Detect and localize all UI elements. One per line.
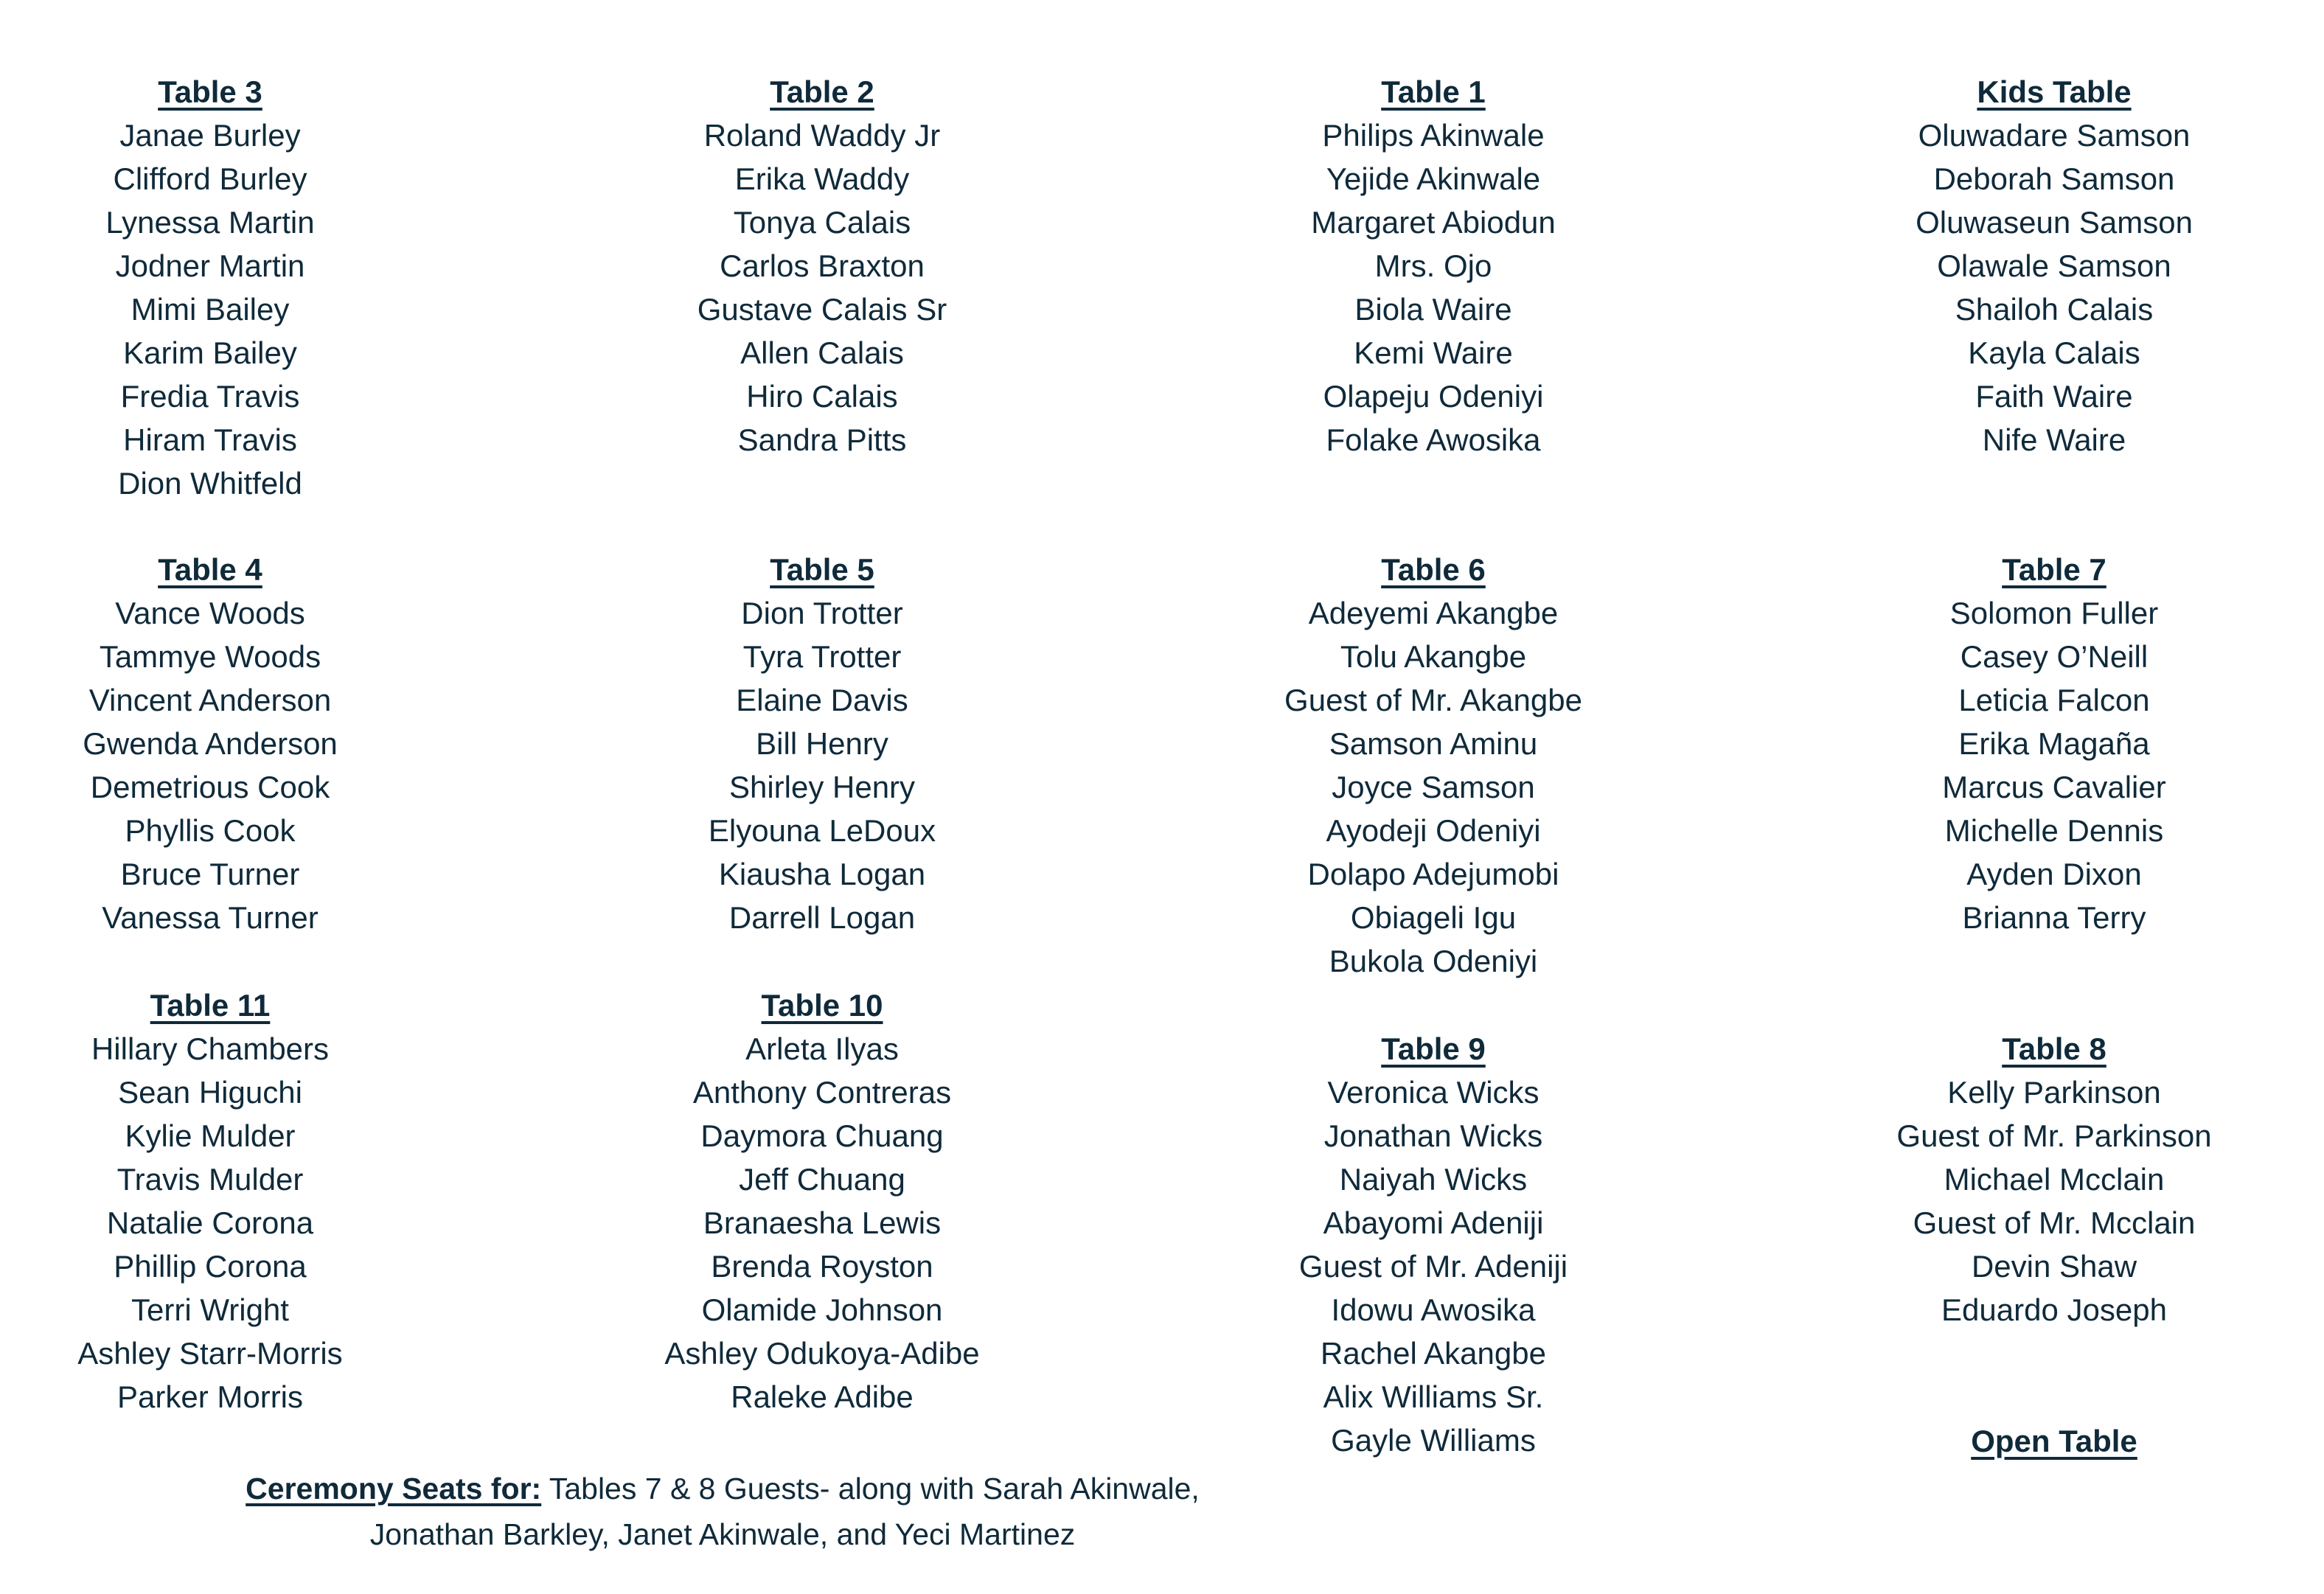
guest-name: Hiram Travis	[123, 422, 297, 457]
table-6-block	[1131, 548, 1736, 983]
guest-name: Samson Aminu	[1329, 726, 1538, 761]
table-1-block	[1131, 70, 1736, 462]
guest-name: Sandra Pitts	[737, 422, 907, 457]
guest-list	[1131, 114, 1736, 462]
table-title: Kids Table	[1977, 74, 2132, 109]
guest-list	[0, 114, 512, 505]
table-7-block	[1752, 548, 2324, 939]
guest-name: Sean Higuchi	[118, 1075, 302, 1110]
table-5-block	[520, 548, 1124, 939]
guest-name: Olawale Samson	[1937, 248, 2171, 283]
guest-name: Allen Calais	[740, 335, 904, 370]
guest-name: Gwenda Anderson	[83, 726, 338, 761]
guest-name: Bruce Turner	[120, 857, 300, 891]
table-title: Table 9	[1381, 1031, 1486, 1066]
guest-name: Veronica Wicks	[1327, 1075, 1540, 1110]
guest-name: Gustave Calais Sr	[697, 292, 947, 327]
table-3-block	[0, 70, 512, 505]
guest-name: Kelly Parkinson	[1947, 1075, 2161, 1110]
guest-list	[0, 1027, 512, 1419]
guest-name: Dion Whitfeld	[118, 466, 302, 501]
guest-name: Idowu Awosika	[1331, 1292, 1536, 1327]
guest-name: Roland Waddy Jr	[703, 118, 941, 153]
guest-name: Kayla Calais	[1968, 335, 2140, 370]
guest-name: Brenda Royston	[711, 1249, 933, 1284]
guest-name: Erika Waddy	[734, 161, 910, 196]
table-2-block	[520, 70, 1124, 462]
guest-name: Brianna Terry	[1962, 900, 2146, 935]
guest-list	[520, 114, 1124, 462]
guest-name: Abayomi Adeniji	[1323, 1205, 1544, 1240]
guest-name: Mrs. Ojo	[1374, 248, 1492, 283]
guest-name: Raleke Adibe	[731, 1379, 914, 1414]
guest-name: Devin Shaw	[1971, 1249, 2137, 1284]
ceremony-label: Ceremony Seats for:	[246, 1472, 542, 1506]
guest-name: Jodner Martin	[115, 248, 305, 283]
guest-name: Darrell Logan	[728, 900, 916, 935]
guest-name: Vanessa Turner	[102, 900, 319, 935]
guest-name: Eduardo Joseph	[1941, 1292, 2167, 1327]
guest-name: Anthony Contreras	[692, 1075, 952, 1110]
guest-name: Tolu Akangbe	[1340, 639, 1527, 674]
guest-name: Biola Waire	[1354, 292, 1512, 327]
guest-name: Bukola Odeniyi	[1329, 944, 1538, 978]
guest-name: Dion Trotter	[741, 596, 903, 630]
guest-name: Demetrious Cook	[90, 770, 330, 804]
open-table-title: Open Table	[1971, 1424, 2137, 1458]
guest-name: Karim Bailey	[123, 335, 297, 370]
guest-name: Oluwaseun Samson	[1916, 205, 2193, 240]
table-title: Table 10	[761, 988, 883, 1023]
guest-name: Adeyemi Akangbe	[1308, 596, 1559, 630]
table-8-block	[1752, 1027, 2324, 1332]
guest-name: Shirley Henry	[728, 770, 916, 804]
guest-name: Arleta Ilyas	[745, 1031, 899, 1066]
table-title: Table 6	[1381, 552, 1486, 587]
guest-name: Guest of Mr. Mcclain	[1913, 1205, 2196, 1240]
guest-name: Janae Burley	[119, 118, 301, 153]
guest-name: Oluwadare Samson	[1918, 118, 2191, 153]
table-4-block	[0, 548, 512, 939]
guest-name: Travis Mulder	[116, 1162, 304, 1197]
guest-name: Nife Waire	[1982, 422, 2126, 457]
guest-name: Phyllis Cook	[125, 813, 296, 848]
guest-name: Gayle Williams	[1331, 1423, 1536, 1458]
guest-name: Ashley Starr-Morris	[77, 1336, 343, 1371]
guest-name: Casey O’Neill	[1960, 639, 2149, 674]
guest-name: Marcus Cavalier	[1942, 770, 2166, 804]
ceremony-line-2: Jonathan Barkley, Janet Akinwale, and Yeci Martinez	[369, 1517, 1076, 1551]
guest-name: Hiro Calais	[746, 379, 898, 414]
table-title: Table 5	[770, 552, 874, 587]
guest-name: Kiausha Logan	[718, 857, 926, 891]
table-9-block	[1131, 1027, 1736, 1462]
guest-name: Lynessa Martin	[105, 205, 315, 240]
guest-name: Olapeju Odeniyi	[1323, 379, 1544, 414]
guest-name: Terri Wright	[131, 1292, 289, 1327]
guest-name: Mimi Bailey	[131, 292, 290, 327]
guest-name: Philips Akinwale	[1322, 118, 1545, 153]
guest-name: Faith Waire	[1975, 379, 2133, 414]
guest-name: Michael Mcclain	[1944, 1162, 2165, 1197]
guest-list	[1131, 591, 1736, 983]
guest-name: Yejide Akinwale	[1326, 161, 1541, 196]
table-title: Table 4	[158, 552, 262, 587]
table-title: Table 3	[158, 74, 262, 109]
guest-name: Carlos Braxton	[720, 248, 925, 283]
guest-name: Ayodeji Odeniyi	[1326, 813, 1541, 848]
guest-list	[1131, 1071, 1736, 1462]
kids-table-block	[1752, 70, 2324, 462]
guest-name: Erika Magaña	[1958, 726, 2150, 761]
guest-name: Naiyah Wicks	[1339, 1162, 1528, 1197]
guest-list	[520, 1027, 1124, 1419]
guest-name: Tyra Trotter	[742, 639, 902, 674]
table-title: Table 7	[2002, 552, 2106, 587]
guest-name: Clifford Burley	[113, 161, 307, 196]
guest-name: Parker Morris	[116, 1379, 304, 1414]
guest-name: Daymora Chuang	[700, 1118, 944, 1153]
guest-name: Rachel Akangbe	[1321, 1336, 1546, 1371]
table-title: Table 8	[2002, 1031, 2106, 1066]
guest-name: Ayden Dixon	[1966, 857, 2142, 891]
guest-name: Tonya Calais	[733, 205, 911, 240]
guest-name: Obiageli Igu	[1350, 900, 1517, 935]
guest-name: Guest of Mr. Parkinson	[1896, 1118, 2212, 1153]
guest-name: Michelle Dennis	[1944, 813, 2164, 848]
guest-name: Elyouna LeDoux	[708, 813, 936, 848]
guest-list	[1752, 591, 2324, 939]
table-title: Table 11	[150, 988, 271, 1023]
table-10-block	[520, 984, 1124, 1419]
guest-name: Vance Woods	[115, 596, 305, 630]
guest-list	[520, 591, 1124, 939]
guest-list	[1752, 1071, 2324, 1332]
ceremony-note	[133, 1466, 1312, 1557]
guest-name: Natalie Corona	[106, 1205, 314, 1240]
guest-name: Vincent Anderson	[88, 683, 332, 717]
guest-name: Leticia Falcon	[1958, 683, 2150, 717]
table-title: Table 2	[770, 74, 874, 109]
guest-list	[1752, 114, 2324, 462]
guest-name: Shailoh Calais	[1955, 292, 2154, 327]
guest-name: Ashley Odukoya-Adibe	[664, 1336, 980, 1371]
guest-name: Olamide Johnson	[701, 1292, 943, 1327]
guest-name: Elaine Davis	[736, 683, 908, 717]
guest-name: Kylie Mulder	[125, 1118, 296, 1153]
guest-name: Guest of Mr. Akangbe	[1284, 683, 1582, 717]
guest-name: Joyce Samson	[1332, 770, 1535, 804]
guest-name: Jonathan Wicks	[1323, 1118, 1543, 1153]
ceremony-line-1: Tables 7 & 8 Guests- along with Sarah Akinwale,	[541, 1472, 1200, 1506]
guest-name: Folake Awosika	[1326, 422, 1541, 457]
guest-name: Branaesha Lewis	[703, 1205, 942, 1240]
guest-name: Fredia Travis	[120, 379, 300, 414]
guest-name: Solomon Fuller	[1949, 596, 2159, 630]
table-title: Table 1	[1381, 74, 1486, 109]
guest-name: Jeff Chuang	[739, 1162, 905, 1197]
guest-name: Deborah Samson	[1933, 161, 2175, 196]
guest-name: Bill Henry	[756, 726, 888, 761]
guest-name: Dolapo Adejumobi	[1307, 857, 1559, 891]
guest-list	[0, 591, 512, 939]
guest-name: Hillary Chambers	[91, 1031, 330, 1066]
guest-name: Margaret Abiodun	[1311, 205, 1556, 240]
guest-name: Phillip Corona	[114, 1249, 307, 1284]
guest-name: Guest of Mr. Adeniji	[1298, 1249, 1568, 1284]
guest-name: Tammye Woods	[99, 639, 321, 674]
guest-name: Alix Williams Sr.	[1323, 1379, 1544, 1414]
table-11-block	[0, 984, 512, 1419]
guest-name: Kemi Waire	[1354, 335, 1513, 370]
